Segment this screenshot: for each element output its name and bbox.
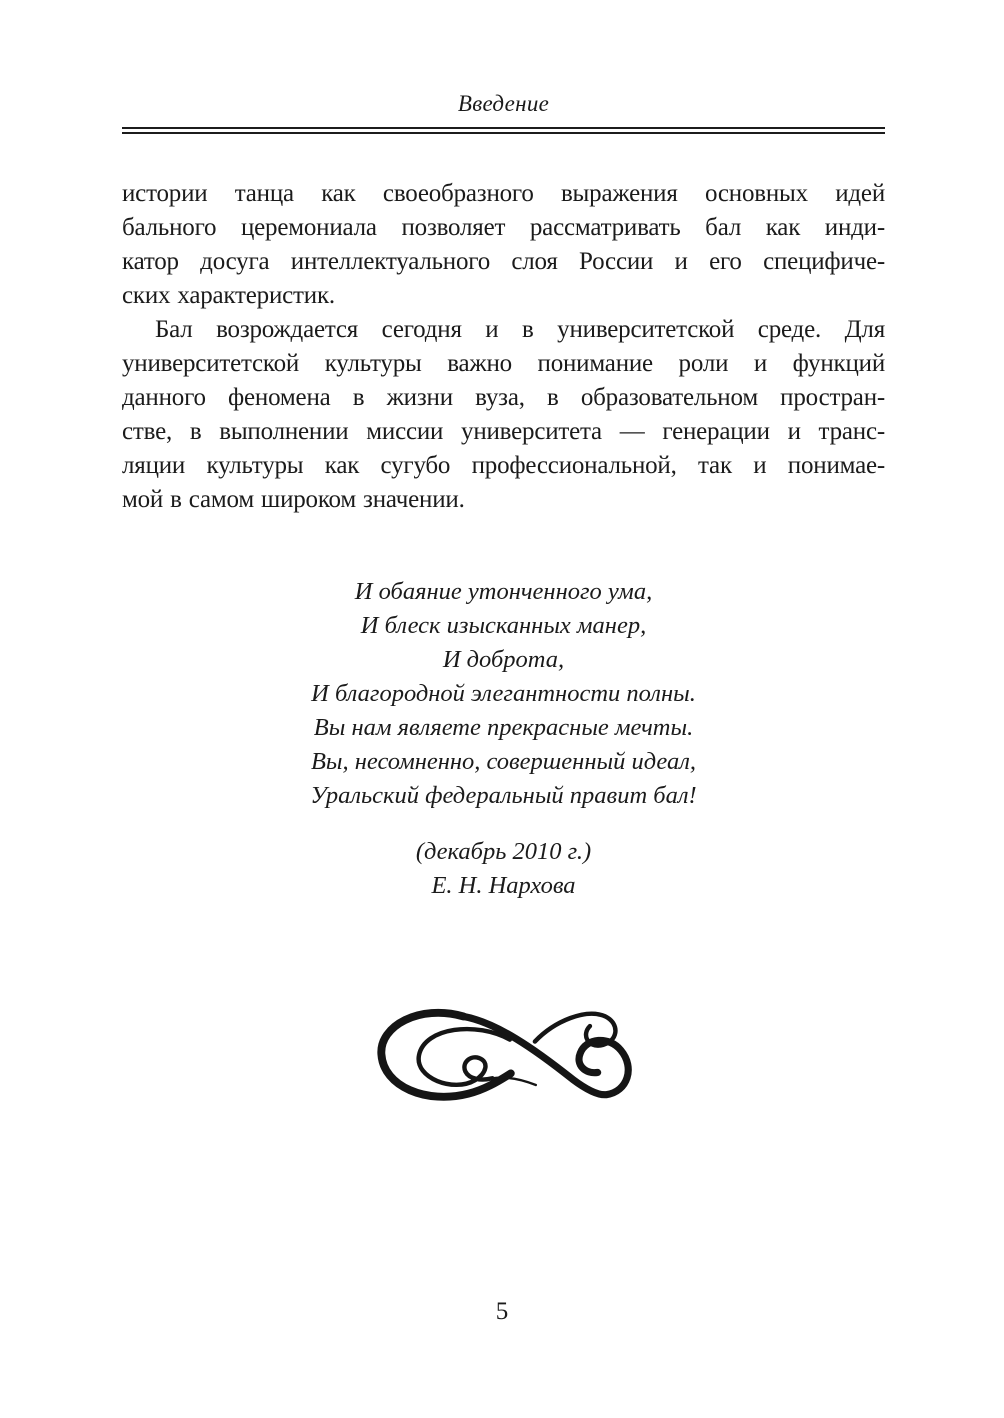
poem-line: Вы нам являете прекрасные мечты.	[313, 714, 694, 741]
infinity-flourish-icon	[368, 1001, 640, 1113]
text-line: катор досуга интеллектуального слоя России и его специфиче-	[122, 248, 885, 275]
text-line: университетской культуры важно понимание роли и функций	[122, 350, 885, 377]
poem-line: И обаяние утонченного ума,	[354, 578, 653, 605]
paragraph-1	[122, 177, 885, 313]
poem-line: И блеск изысканных манер,	[360, 612, 647, 639]
text-line: стве, в выполнении миссии университета — генерации и транс-	[122, 418, 885, 445]
poem-line: И благородной элегантности полны.	[311, 680, 696, 707]
page-number: 5	[495, 1298, 509, 1325]
attribution-author: Е. Н. Нархова	[431, 872, 576, 899]
attribution-date: (декабрь 2010 г.)	[415, 838, 592, 865]
body-text	[122, 177, 885, 517]
paragraph-2	[122, 313, 885, 517]
ornament	[122, 1001, 885, 1118]
poem-line: Вы, несомненно, совершенный идеал,	[310, 748, 697, 775]
running-head: Введение	[457, 91, 550, 116]
text-line: ских характеристик.	[122, 282, 335, 309]
text-line: Бал возрождается сегодня и в университетской среде. Для	[155, 316, 885, 343]
poem	[122, 575, 885, 813]
text-line: бального церемониала позволяет рассматривать бал как инди-	[122, 214, 885, 241]
attribution	[122, 835, 885, 903]
text-line: данного феномена в жизни вуза, в образовательном простран-	[122, 384, 885, 411]
header-double-rule	[122, 127, 885, 134]
text-line: ляции культуры как сугубо профессиональной, так и понимае-	[122, 452, 885, 479]
poem-line: Уральский федеральный правит бал!	[310, 782, 697, 809]
poem-line: И доброта,	[442, 646, 565, 673]
text-line: истории танца как своеобразного выражения основных идей	[122, 180, 885, 207]
text-line: мой в самом широком значении.	[122, 486, 465, 513]
